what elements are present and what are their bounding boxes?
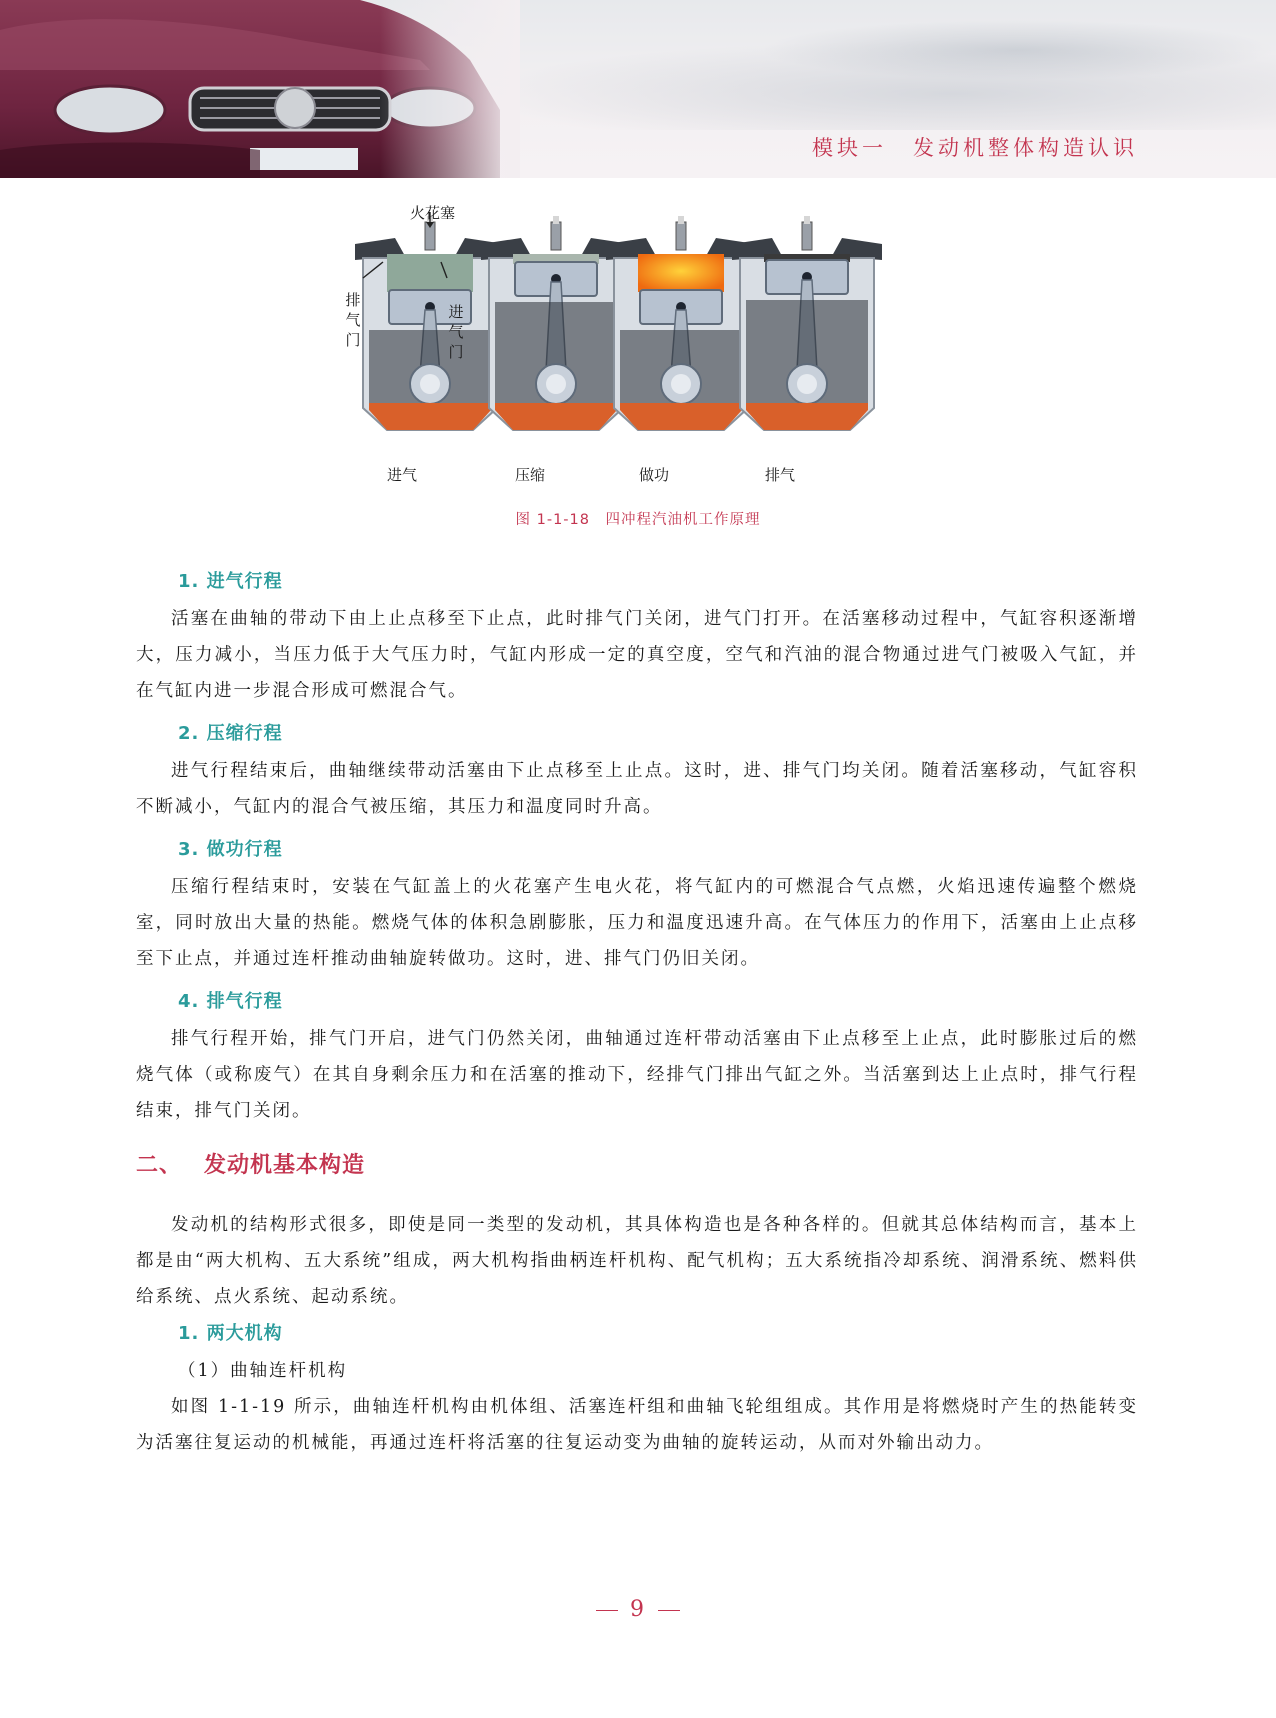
intake-valve-label <box>448 302 464 362</box>
intake-stroke-heading: 1. 进气行程 <box>178 571 283 592</box>
compression-stroke-heading: 2. 压缩行程 <box>178 723 283 744</box>
power-stroke-paragraph: 压缩行程结束时，安装在气缸盖上的火花塞产生电火花，将气缸内的可燃混合气点燃，火焰迅速传遍整个燃烧室，同时放出大量的热能。燃烧气体的体积急剧膨胀，压力和温度迅速升高。在气体压力的作用下，活塞由上止点移至下止点，并通过连杆推动曲轴旋转做功。这时，进、排气门仍旧关闭。 <box>136 877 1138 969</box>
figure-caption: 图 1-1-18 四冲程汽油机工作原理 <box>515 512 761 528</box>
oil-sump <box>620 403 742 430</box>
exhaust-valve-label <box>345 290 361 350</box>
exhaust-stroke-paragraph: 排气行程开始，排气门开启，进气门仍然关闭，曲轴通过连杆带动活塞由下止点移至上止点，此时膨胀过后的燃烧气体（或称废气）在其自身剩余压力和在活塞的推动下，经排气门排出气缸之外。当活塞到达上止点时，排气行程结束，排气门关闭。 <box>136 1029 1138 1121</box>
crankshaft-hub <box>671 374 691 394</box>
intake-valve-label-text: 进 气 门 <box>448 303 464 361</box>
oil-sump <box>495 403 617 430</box>
crank-mechanism-paragraph: 如图 1-1-19 所示，曲轴连杆机构由机体组、活塞连杆组和曲轴飞轮组组成。其作用是将燃烧时产生的热能转变为活塞往复运动的机械能，再通过连杆将活塞的往复运动变为曲轴的旋转运动，从而对外输出动力。 <box>136 1397 1138 1453</box>
intake-stroke-paragraph: 活塞在曲轴的带动下由上止点移至下止点，此时排气门关闭，进气门打开。在活塞移动过程中，气缸容积逐渐增大，压力减小，当压力低于大气压力时，气缸内形成一定的真空度，空气和汽油的混合物通过进气门被吸入气缸，并在气缸内进一步混合形成可燃混合气。 <box>136 609 1138 701</box>
spark-plug-tip <box>804 216 810 224</box>
car-front-illustration <box>0 0 520 178</box>
combustion-gas <box>638 254 724 292</box>
module-title <box>812 132 1138 162</box>
page-number-value: 9 <box>630 1597 646 1622</box>
module-number: 模块一 <box>812 136 887 160</box>
stroke-label-power: 做功 <box>638 466 669 484</box>
page-number-dash <box>596 1610 618 1611</box>
page-number <box>0 1597 1276 1622</box>
page-header-banner <box>0 0 1276 178</box>
main-content <box>136 563 1138 1461</box>
crankshaft-hub <box>797 374 817 394</box>
four-stroke-figure <box>345 198 915 498</box>
engine-cylinder-4 <box>732 216 882 430</box>
module-name: 发动机整体构造认识 <box>913 136 1138 160</box>
spark-plug <box>676 222 686 250</box>
oil-sump <box>369 403 491 430</box>
spark-plug-tip <box>553 216 559 224</box>
mountain-mist-decoration <box>760 20 1276 80</box>
section-heading-basic-structure <box>136 1135 1138 1207</box>
crankshaft-hub <box>546 374 566 394</box>
spark-plug-tip <box>678 216 684 224</box>
combustion-gas <box>387 254 473 292</box>
spark-plug <box>551 222 561 250</box>
section-number: 二、 <box>136 1153 183 1178</box>
basic-structure-paragraph: 发动机的结构形式很多，即使是同一类型的发动机，其具体构造也是各种各样的。但就其总体结构而言，基本上都是由“两大机构、五大系统”组成，两大机构指曲柄连杆机构、配气机构；五大系统指冷却系统、润滑系统、燃料供给系统、点火系统、起动系统。 <box>136 1215 1138 1307</box>
crankshaft-hub <box>420 374 440 394</box>
page-number-dash <box>658 1610 680 1611</box>
stroke-label-exhaust: 排气 <box>764 466 795 484</box>
exhaust-stroke-heading: 4. 排气行程 <box>178 991 283 1012</box>
oil-sump <box>746 403 868 430</box>
spark-plug <box>802 222 812 250</box>
power-stroke-heading: 3. 做功行程 <box>178 839 283 860</box>
compression-stroke-paragraph: 进气行程结束后，曲轴继续带动活塞由下止点移至上止点。这时，进、排气门均关闭。随着活塞移动，气缸容积不断减小，气缸内的混合气被压缩，其压力和温度同时升高。 <box>136 761 1138 817</box>
section-title: 发动机基本构造 <box>204 1153 366 1178</box>
spark-plug-label: 火花塞 <box>410 204 456 222</box>
two-mechanisms-heading: 1. 两大机构 <box>178 1323 283 1344</box>
crank-mechanism-item: （1）曲轴连杆机构 <box>178 1361 348 1381</box>
stroke-label-intake: 进气 <box>386 466 417 484</box>
stroke-label-compression: 压缩 <box>514 466 545 484</box>
exhaust-valve-label-text: 排 气 门 <box>345 291 361 349</box>
four-stroke-diagram <box>355 198 915 468</box>
